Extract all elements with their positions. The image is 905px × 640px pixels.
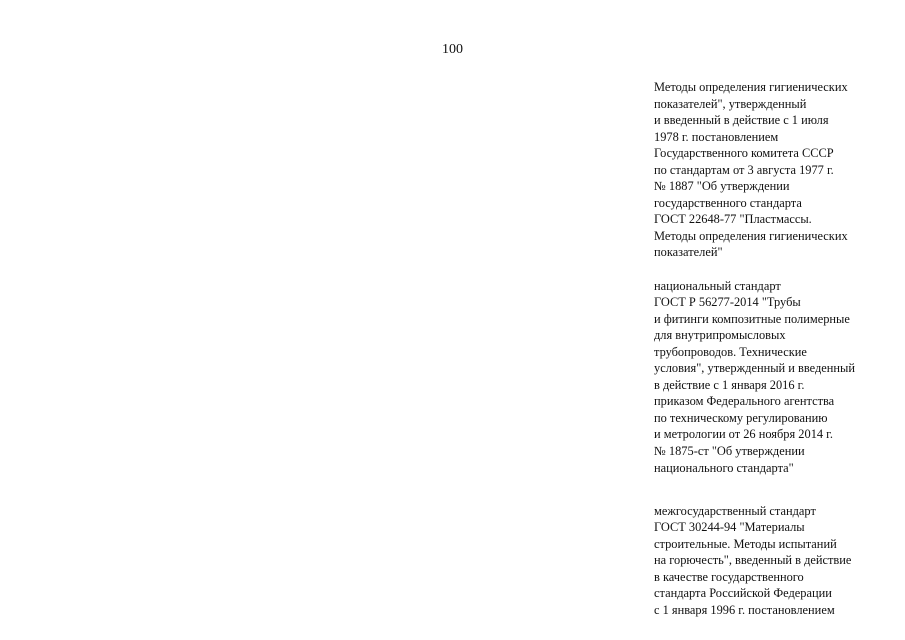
text-column <box>654 79 899 618</box>
text-line: национального стандарта" <box>654 460 794 475</box>
text-line: ГОСТ 22648-77 "Пластмассы. <box>654 212 812 227</box>
text-block-gost-22648 <box>654 79 899 261</box>
text-line: и метрологии от 26 ноября 2014 г. <box>654 427 833 442</box>
text-line: национальный стандарт <box>654 278 781 293</box>
text-line: с 1 января 1996 г. постановлением <box>654 602 835 617</box>
text-line: 1978 г. постановлением <box>654 129 779 144</box>
text-line: по техническому регулированию <box>654 410 828 425</box>
text-line: на горючесть", введенный в действие <box>654 553 852 568</box>
text-line: показателей" <box>654 245 723 260</box>
text-line: показателей", утвержденный <box>654 96 807 111</box>
text-line: в действие с 1 января 2016 г. <box>654 377 805 392</box>
text-line: ГОСТ 30244-94 "Материалы <box>654 520 805 535</box>
text-line: Государственного комитета СССР <box>654 146 834 161</box>
text-line: в качестве государственного <box>654 569 804 584</box>
text-block-gost-30244 <box>654 503 899 619</box>
text-line: государственного стандарта <box>654 195 802 210</box>
text-line: стандарта Российской Федерации <box>654 586 832 601</box>
text-line: для внутрипромысловых <box>654 328 786 343</box>
text-line: Методы определения гигиенических <box>654 80 848 94</box>
text-line: № 1875-ст "Об утверждении <box>654 443 805 458</box>
text-block-gost-r-56277 <box>654 278 899 477</box>
text-line: и введенный в действие с 1 июля <box>654 113 829 128</box>
text-line: Методы определения гигиенических <box>654 228 848 243</box>
text-line: условия", утвержденный и введенный <box>654 361 855 376</box>
text-line: трубопроводов. Технические <box>654 344 807 359</box>
text-line: строительные. Методы испытаний <box>654 536 837 551</box>
text-line: и фитинги композитные полимерные <box>654 311 850 326</box>
text-line: ГОСТ Р 56277-2014 "Трубы <box>654 295 801 310</box>
text-line: по стандартам от 3 августа 1977 г. <box>654 162 834 177</box>
text-line: межгосударственный стандарт <box>654 503 816 518</box>
text-line: № 1887 "Об утверждении <box>654 179 790 194</box>
text-line: приказом Федерального агентства <box>654 394 835 409</box>
page-number: 100 <box>442 42 463 57</box>
